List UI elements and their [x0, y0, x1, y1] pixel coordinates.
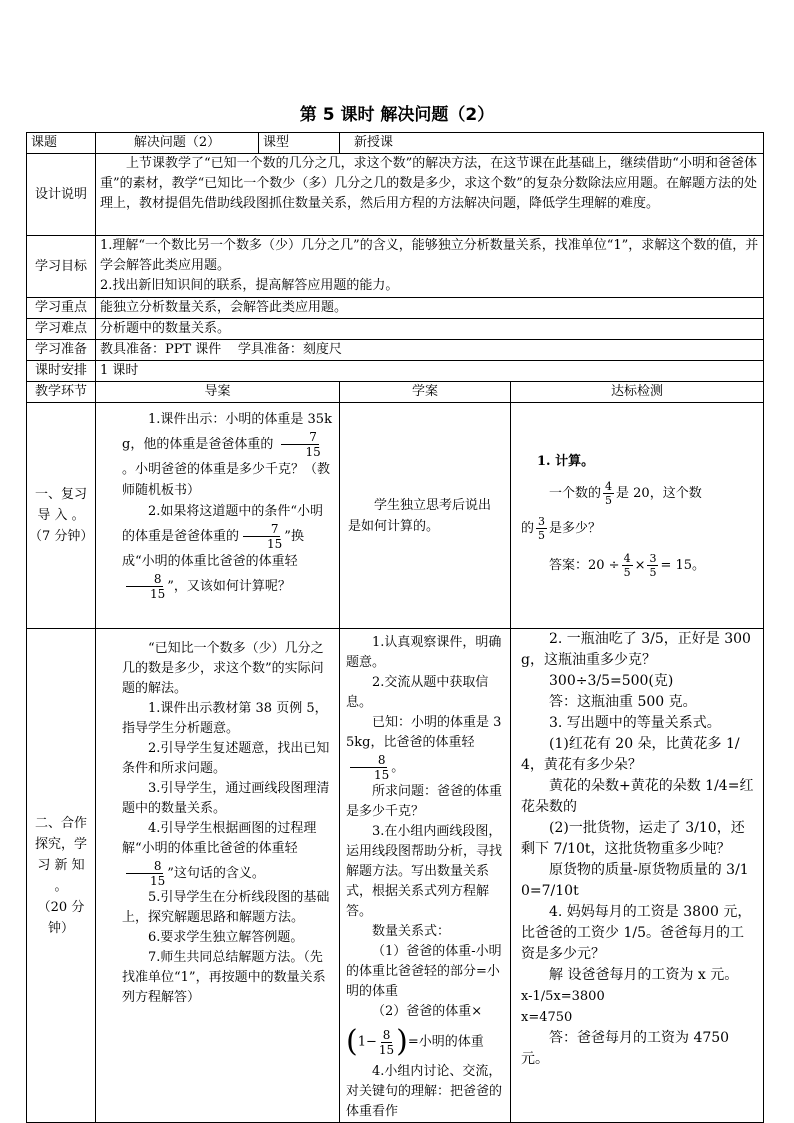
- sheji-text: 上节课教学了“已知一个数的几分之几，求这个数”的解决方法，在这节课在此基础上，继续借助“小明和爸爸体重”的素材，教学“已知比一个数少（多）几分之几的数是多少，求这个数”的复杂分数除法应用题。在解题方法的处理上，教材提倡先借助线段图抓住数量关系，然后用方程的方法解决问题，降低学生理解的难度。: [100, 156, 757, 211]
- kexing-value: 新授课: [340, 133, 764, 154]
- s2-check-2s: 300÷3/5=500(克): [549, 673, 674, 689]
- row-section2: [27, 629, 764, 1123]
- s1-daoan-1: 1.课件出示：小明的体重是 35kg，他的体重是爸爸体重的 $\frac{7}{15}$ 。小明爸爸的体重是多少千克？（教师随机板书）: [122, 412, 332, 498]
- row-sheji: [27, 154, 764, 236]
- keti-value: 解决问题（2）: [96, 133, 259, 154]
- s2-check-4: 4. 妈妈每月的工资是 3800 元，比爸爸的工资少 1/5。爸爸每月的工资是多少元？: [521, 904, 752, 962]
- s2-daoan-4: 4.引导学生根据画图的过程理解“小明的体重比爸爸的体重轻 $\frac{8}{15}$ ”这句话的含义。: [122, 821, 317, 888]
- head-xuean: 学案: [340, 382, 511, 403]
- s2-label-1: 二、合作: [34, 815, 87, 831]
- s1-check-1: 1. 计算。: [537, 454, 595, 469]
- s2-daoan-3: 3.引导学生，通过画线段图理清题中的数量关系。: [122, 781, 330, 816]
- nandian-text: 分析题中的数量关系。: [96, 319, 764, 340]
- page-title: 第 5 课时 解决问题（2）: [299, 105, 495, 125]
- s2-check-2: 2. 一瓶油吃了 3/5，正好是 300g，这瓶油重多少克？: [521, 631, 751, 668]
- s2-xuean-1: 1.认真观察课件，明确题意。: [346, 635, 502, 670]
- s2-check-2a: 答：这瓶油重 500 克。: [549, 694, 697, 710]
- s2-daoan-2: 2.引导学生复述题意，找出已知条件和所求问题。: [122, 741, 330, 776]
- s2-daoan-6: 6.要求学生独立解答例题。: [148, 930, 304, 945]
- s2-xuean-10: 4.小组内讨论、交流，对关键句的理解：把爸爸的体重看作: [346, 1064, 503, 1119]
- s2-check-4e2: x=4750: [521, 1010, 573, 1025]
- head-huanjie: 教学环节: [27, 382, 96, 403]
- s2-xuean-5: 3.在小组内画线段图，运用线段图帮助分析，寻找解题方法。写出数量关系式，根据关系式列方程解答。: [346, 824, 503, 919]
- lesson-plan-table: [26, 132, 764, 1123]
- s2-xuean-2: 2.交流从题中获取信息。: [346, 675, 489, 710]
- s1-check-4: 答案：20 ÷ $\frac{4}{5}$ × $\frac{3}{5}$ = 15。: [549, 552, 706, 579]
- s2-check-3: 3. 写出题中的等量关系式。: [549, 715, 721, 731]
- s2-label-2: 探究，学: [34, 836, 87, 852]
- s2-label-3: 习 新 知 。: [37, 857, 85, 894]
- s1-check-3: 的 $\frac{3}{5}$ 是多少？: [521, 515, 602, 542]
- s2-check-3-2a: 原货物的质量-原货物质量的 3/10=7/10t: [521, 862, 749, 899]
- row-mubiao: [27, 236, 764, 298]
- sheji-label: 设计说明: [27, 154, 96, 236]
- zhongdian-label: 学习重点: [27, 298, 96, 319]
- s1-check-2: 一个数的 $\frac{4}{5}$ 是 20，这个数: [549, 480, 702, 507]
- s2-xuean-8: （2）爸爸的体重×: [372, 1004, 483, 1019]
- row-anpai: [27, 361, 764, 382]
- s2-xuean-6: 数量关系式：: [372, 924, 451, 939]
- s2-xuean-9: (1− $\frac{8}{15}$ )=小明的体重: [346, 1024, 484, 1059]
- zhunbei-text: 教具准备：PPT 课件 学具准备：刻度尺: [96, 340, 764, 361]
- head-dabiao: 达标检测: [511, 382, 764, 403]
- s2-daoan-1: 1.课件出示教材第 38 页例 5，指导学生分析题意。: [122, 701, 328, 736]
- s2-check-3-1a: 黄花的朵数+黄花的朵数 1/4=红花朵数的: [521, 778, 754, 815]
- zhongdian-text: 能独立分析数量关系，会解答此类应用题。: [96, 298, 764, 319]
- s2-xuean-7: （1）爸爸的体重-小明的体重比爸爸轻的部分=小明的体重: [346, 944, 502, 999]
- row-zhongdian: [27, 298, 764, 319]
- row-nandian: [27, 319, 764, 340]
- mubiao-label: 学习目标: [27, 236, 96, 298]
- row-keti: [27, 133, 764, 154]
- s1-daoan-2: 2.如果将这道题中的条件“小明的体重是爸爸体重的 $\frac{7}{15}$ ”换成“小明的体重比爸爸的体重轻 $\frac{8}{15}$ ”，又该如何计算呢？: [122, 504, 324, 601]
- s2-daoan-7: 7.师生共同总结解题方法。（先找准单位“1”，再按题中的数量关系列方程解答）: [122, 950, 326, 1005]
- s2-check-3-1: (1)红花有 20 朵，比黄花多 1/4，黄花有多少朵？: [521, 736, 740, 773]
- row-header: [27, 382, 764, 403]
- anpai-label: 课时安排: [27, 361, 96, 382]
- s2-check-3-2: (2)一批货物，运走了 3/10，还剩下 7/10t，这批货物重多少吨？: [521, 820, 745, 857]
- zhunbei-label: 学习准备: [27, 340, 96, 361]
- nandian-label: 学习难点: [27, 319, 96, 340]
- row-zhunbei: [27, 340, 764, 361]
- s2-check-4e1: x-1/5x=3800: [521, 989, 605, 1004]
- head-daoan: 导案: [96, 382, 340, 403]
- s2-check-4s: 解 设爸爸每月的工资为 x 元。: [549, 967, 739, 983]
- kexing-label: 课型: [259, 133, 340, 154]
- s2-xuean-4: 所求问题：爸爸的体重是多少千克？: [346, 784, 503, 819]
- mubiao-1: 1.理解“一个数比另一个数多（少）几分之几”的含义，能够独立分析数量关系，找准单位“1”，求解这个数的值，并学会解答此类应用题。: [100, 238, 759, 273]
- s1-label-3: （7 分钟）: [29, 529, 94, 544]
- s1-label-2: 导 入 。: [37, 508, 85, 523]
- row-section1: [27, 403, 764, 629]
- keti-label: 课题: [27, 133, 96, 154]
- s2-daoan-0: “已知比一个数多（少）几分之几的数是多少，求这个数”的实际问题的解法。: [122, 641, 324, 696]
- s2-label-4: （20 分钟）: [37, 899, 85, 936]
- anpai-text: 1 课时: [96, 361, 764, 382]
- s1-xuean: 学生独立思考后说出是如何计算的。: [348, 497, 492, 534]
- mubiao-2: 2.找出新旧知识间的联系，提高解答应用题的能力。: [100, 278, 399, 293]
- s1-label-1: 一、复习: [34, 487, 87, 502]
- s2-xuean-3: 已知：小明的体重是 35kg，比爸爸的体重轻 $\frac{8}{15}$ 。: [346, 715, 502, 782]
- s2-check-4a: 答：爸爸每月的工资为 4750 元。: [521, 1030, 730, 1067]
- s1-calc-image: [521, 452, 755, 579]
- s2-daoan-5: 5.引导学生在分析线段图的基础上，探究解题思路和解题方法。: [122, 890, 330, 925]
